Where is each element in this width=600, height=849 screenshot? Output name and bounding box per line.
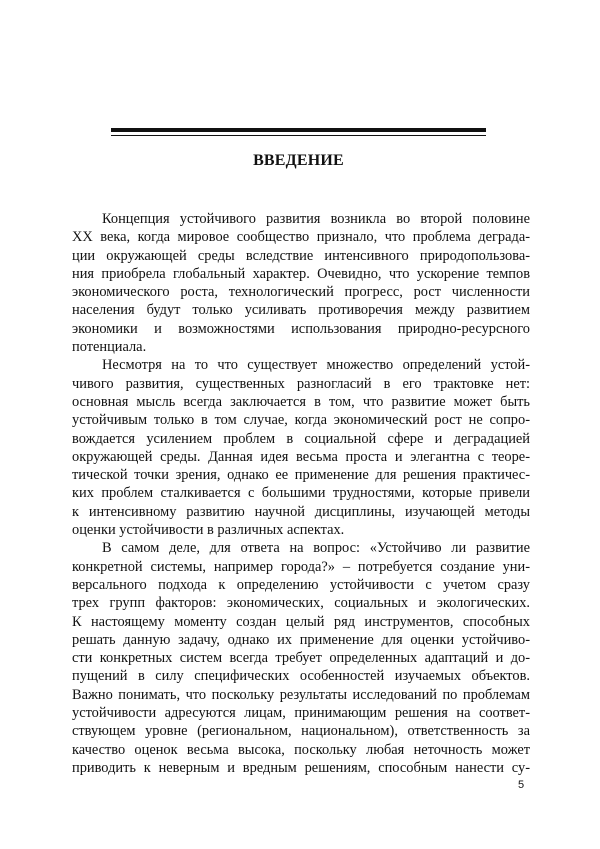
text-line: экономического роста, технологический прогресс, рост численности: [72, 284, 530, 301]
text-line: качество оценок весьма высока, поскольку любая неточность может: [72, 741, 530, 758]
page-number: 5: [518, 779, 525, 791]
paragraph-1: [72, 210, 530, 356]
paragraph-2: [72, 356, 530, 539]
text-line: пущений в силу специфических особенностей изучаемых объектов.: [72, 668, 530, 685]
text-line: тической точки зрения, однако ее применение для решения практичес-: [72, 467, 530, 484]
section-heading: ВВЕДЕНИЕ: [253, 152, 344, 169]
text-line: устойчивым только в том случае, когда экономический рост не сопро-: [72, 412, 530, 429]
text-line: приводить к неверным и вредным решениям, способным нанести су-: [72, 759, 530, 776]
text-line: оценки устойчивости в различных аспектах.: [72, 522, 345, 539]
text-line: решать данную задачу, однако их применение для оценки устойчиво-: [72, 631, 530, 648]
text-line: вождается усилением проблем в социальной сфере и деградацией: [72, 430, 530, 447]
text-line: устойчивости адресуются лицам, принимающим решения на соответ-: [72, 705, 530, 722]
heading-rule-thin: [111, 135, 486, 136]
text-line: окружающей среды. Данная идея весьма проста и элегантна с теоре-: [72, 448, 530, 465]
text-line: трех групп факторов: экономических, социальных и экологических.: [72, 595, 530, 612]
text-line: XX века, когда мировое сообщество признало, что проблема деграда-: [72, 229, 530, 246]
text-line: экономики и возможностями использования природно-ресурсного: [72, 320, 530, 337]
text-line: населения будут только усиливать противоречия между развитием: [72, 302, 530, 319]
body-text: [72, 210, 530, 777]
text-line: конкретной системы, например города?» – потребуется создание уни-: [72, 558, 530, 575]
text-line: ких проблем сталкивается с большими трудностями, которые привели: [72, 485, 530, 502]
text-line: основная мысль всегда заключается в том, что развитие может быть: [72, 393, 530, 410]
text-line: Важно понимать, что поскольку результаты исследований по проблемам: [72, 686, 530, 703]
heading-rule-thick: [111, 128, 486, 132]
text-line: сти конкретных систем всегда требует определенных адаптаций и до-: [72, 650, 530, 667]
text-line: потенциала.: [72, 339, 147, 356]
text-line: Концепция устойчивого развития возникла во второй половине: [102, 211, 530, 227]
text-line: к интенсивному развитию научной дисциплины, изучающей методы: [72, 503, 530, 520]
text-line: чивого развития, существенных разногласий в его трактовке нет:: [72, 375, 530, 392]
text-line: ствующем уровне (региональном, национальном), ответственность за: [72, 723, 530, 740]
text-line: версального подхода к определению устойчивости с учетом сразу: [72, 576, 530, 593]
text-line: Несмотря на то что существует множество определений устой-: [102, 357, 530, 374]
paragraph-3: [72, 539, 530, 777]
text-line: ции окружающей среды вследствие интенсивного природопользова-: [72, 247, 530, 264]
text-line: ния приобрела глобальный характер. Очевидно, что ускорение темпов: [72, 265, 530, 282]
text-line: К настоящему моменту создан целый ряд инструментов, способных: [72, 613, 530, 630]
text-line: В самом деле, для ответа на вопрос: «Устойчиво ли развитие: [102, 540, 530, 557]
